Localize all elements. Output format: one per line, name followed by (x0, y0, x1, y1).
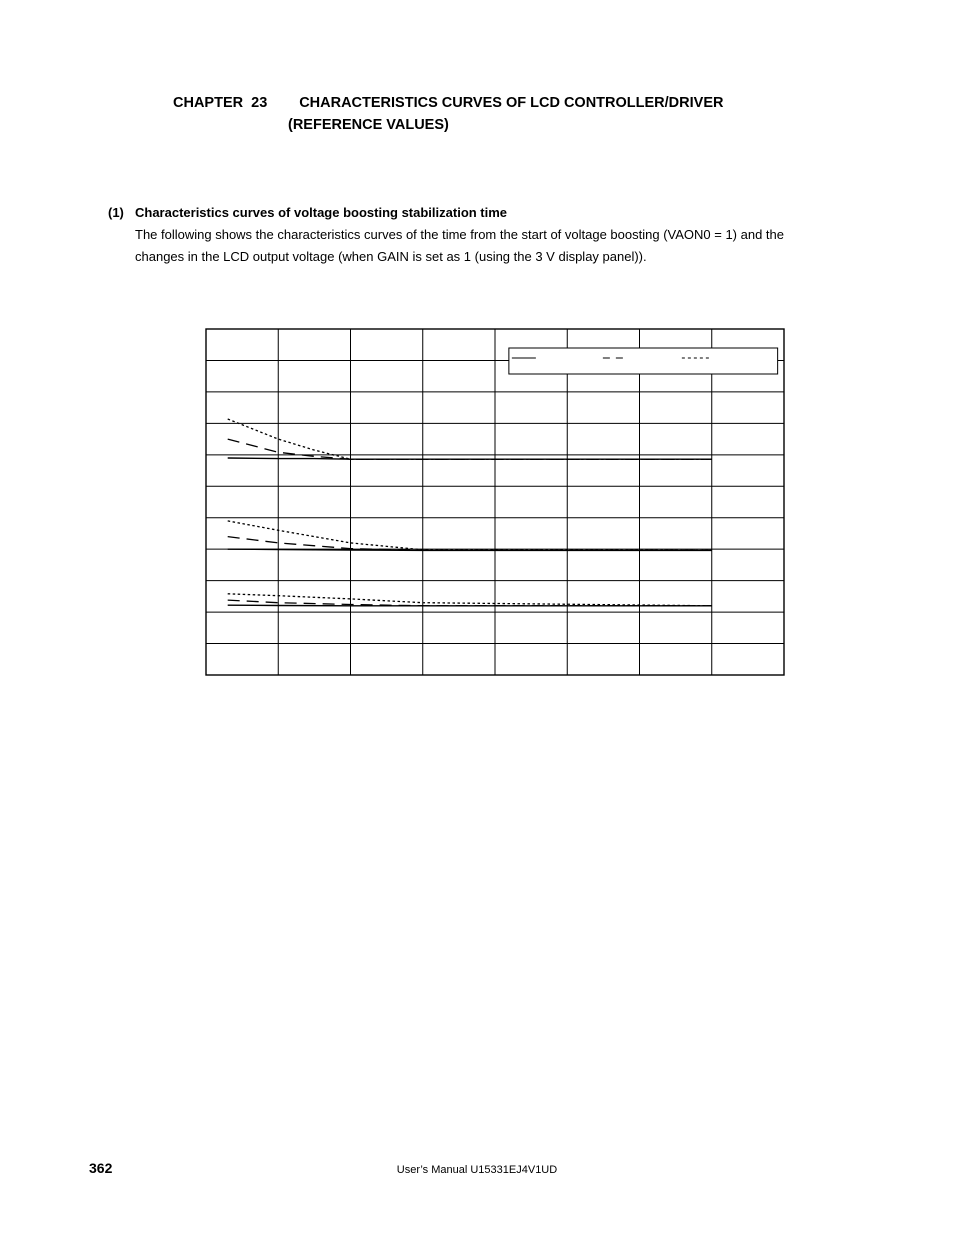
stabilization-chart (200, 322, 792, 682)
chapter-heading (173, 92, 723, 136)
chart-svg (200, 322, 792, 682)
section-heading: Characteristics curves of voltage boosting stabilization time (135, 205, 508, 220)
section-body: The following shows the characteristics curves of the time from the start of voltage boosting (VAON0 = 1) and the changes in the LCD output voltage (when GAIN is set as 1 (using the 3 V display panel)). (135, 227, 784, 264)
chapter-number: 23 (251, 95, 268, 111)
chart-legend (509, 348, 778, 374)
chapter-label: CHAPTER (173, 95, 244, 111)
chapter-title-line2: (REFERENCE VALUES) (288, 117, 449, 133)
chapter-title-line1: CHARACTERISTICS CURVES OF LCD CONTROLLER/DRIVER (299, 95, 724, 111)
page-number: 362 (89, 1160, 113, 1176)
section-1 (108, 202, 828, 268)
manual-id: User’s Manual U15331EJ4V1UD (396, 1164, 558, 1176)
section-index: (1) (108, 205, 124, 220)
